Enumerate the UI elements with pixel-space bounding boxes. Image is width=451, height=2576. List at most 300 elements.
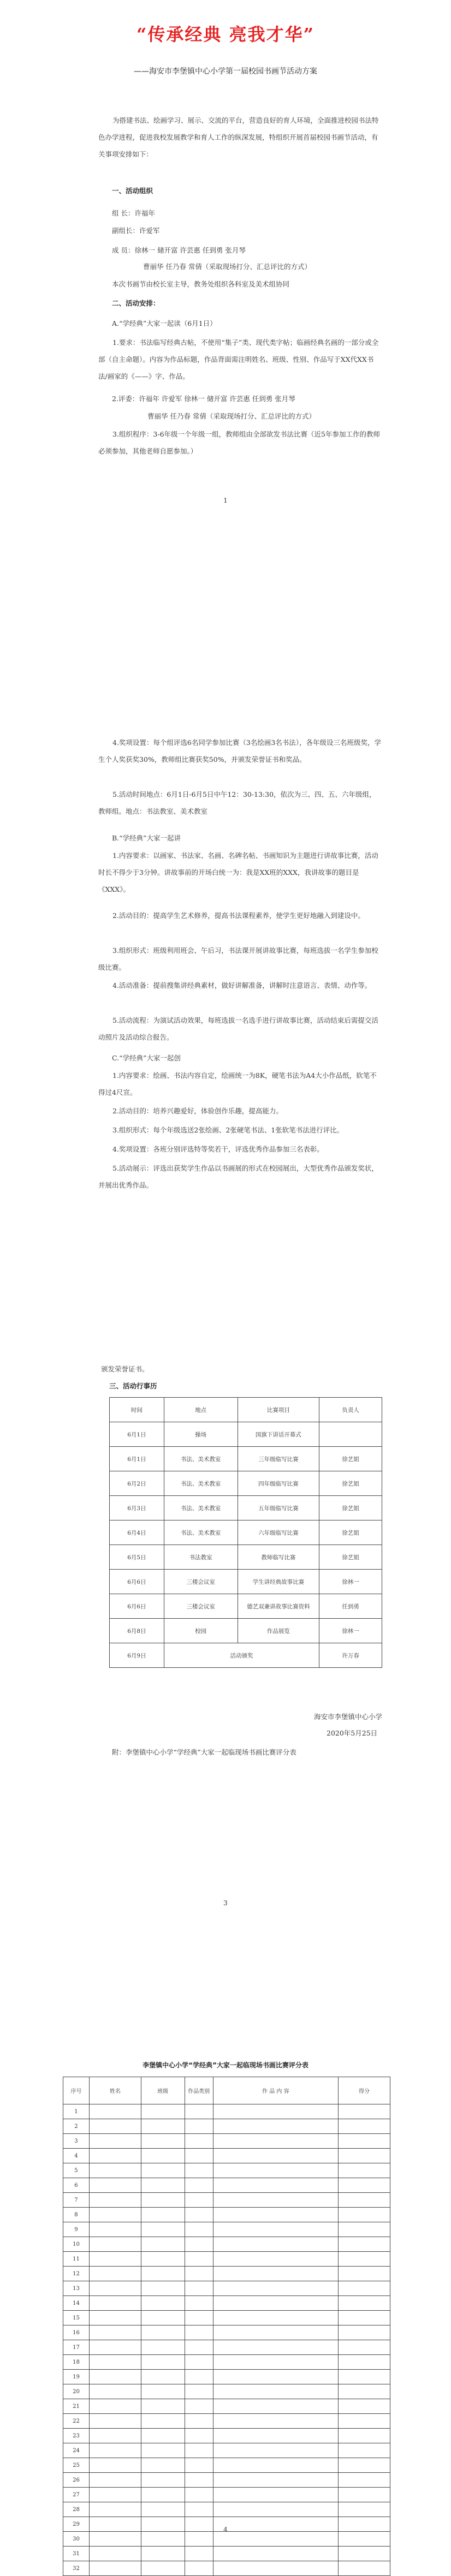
score-cell xyxy=(213,2252,339,2267)
score-row-number: 6 xyxy=(63,2178,90,2193)
score-cell xyxy=(141,2532,185,2547)
score-cell xyxy=(185,2325,213,2340)
score-cell xyxy=(185,2370,213,2384)
org-members-2: 曹丽华 任乃春 常倩（采取现场打分、汇总评比的方式） xyxy=(143,263,311,271)
score-cell xyxy=(141,2414,185,2429)
schedule-cell: 书法、美术教室 xyxy=(164,1520,238,1545)
part-a-heading: A.“学经典”大家一起读（6月1日） xyxy=(112,319,217,327)
score-cell xyxy=(141,2208,185,2222)
score-row-number: 11 xyxy=(63,2252,90,2267)
score-cell xyxy=(89,2340,141,2355)
score-cell xyxy=(339,2473,390,2488)
schedule-cell: 学生讲经典故事比赛 xyxy=(238,1570,319,1594)
score-cell xyxy=(213,2208,339,2222)
part-b-item-2: 2.活动目的：提高学生艺术修养，提高书法课程素养，使学生更好地融入到建设中。 xyxy=(112,911,365,920)
score-cell xyxy=(339,2119,390,2134)
table-row xyxy=(110,1619,382,1643)
score-cell xyxy=(213,2163,339,2178)
schedule-cell: 6月1日 xyxy=(110,1447,164,1471)
score-row-number: 16 xyxy=(63,2325,90,2340)
table-row xyxy=(63,2370,390,2384)
score-cell xyxy=(213,2296,339,2311)
table-row xyxy=(63,2443,390,2458)
score-cell xyxy=(185,2547,213,2561)
score-cell xyxy=(213,2502,339,2517)
part-b-heading: B.“学经典”大家一起讲 xyxy=(112,834,181,842)
table-row xyxy=(63,2237,390,2252)
score-cell xyxy=(141,2149,185,2163)
schedule-cell: 6月4日 xyxy=(110,1520,164,1545)
table-row xyxy=(110,1545,382,1570)
section-heading-arrangement: 二、活动安排： xyxy=(112,299,160,307)
schedule-header-cell: 比赛项目 xyxy=(238,1398,319,1422)
score-cell xyxy=(185,2296,213,2311)
score-row-number: 19 xyxy=(63,2370,90,2384)
signature-date: 2020年5月25日 xyxy=(327,1729,378,1737)
score-cell xyxy=(89,2414,141,2429)
schedule-cell: 书法、美术教室 xyxy=(164,1447,238,1471)
score-cell xyxy=(141,2561,185,2576)
score-cell xyxy=(339,2149,390,2163)
table-row xyxy=(63,2384,390,2399)
score-header-cell: 作品类别 xyxy=(185,2077,213,2104)
schedule-cell: 6月8日 xyxy=(110,1619,164,1643)
table-row xyxy=(63,2429,390,2443)
table-row xyxy=(63,2502,390,2517)
score-cell xyxy=(339,2429,390,2443)
schedule-cell: 6月9日 xyxy=(110,1643,164,1668)
score-cell xyxy=(339,2325,390,2340)
score-header-cell: 作 品 内 容 xyxy=(213,2077,339,2104)
org-vice: 副组长：许爱军 xyxy=(112,226,160,235)
score-cell xyxy=(89,2104,141,2119)
page-subtitle: ——海安市李堡镇中心小学第一届校园书画节活动方案 xyxy=(134,67,317,76)
score-cell xyxy=(213,2532,339,2547)
score-cell xyxy=(339,2252,390,2267)
score-cell xyxy=(141,2104,185,2119)
score-cell xyxy=(213,2458,339,2473)
schedule-cell: 六年级临写比赛 xyxy=(238,1520,319,1545)
score-cell xyxy=(339,2517,390,2532)
score-cell xyxy=(339,2134,390,2149)
score-cell xyxy=(185,2414,213,2429)
table-row xyxy=(110,1570,382,1594)
score-cell xyxy=(339,2384,390,2399)
score-row-number: 10 xyxy=(63,2237,90,2252)
score-cell xyxy=(185,2267,213,2281)
score-cell xyxy=(89,2134,141,2149)
score-row-number: 22 xyxy=(63,2414,90,2429)
table-row xyxy=(63,2561,390,2576)
schedule-cell: 四年级临写比赛 xyxy=(238,1471,319,1496)
score-cell xyxy=(185,2222,213,2237)
score-cell xyxy=(339,2414,390,2429)
score-cell xyxy=(89,2443,141,2458)
score-cell xyxy=(89,2252,141,2267)
schedule-header-cell: 时间 xyxy=(110,1398,164,1422)
score-row-number: 29 xyxy=(63,2517,90,2532)
schedule-header-row xyxy=(110,1398,382,1422)
score-cell xyxy=(339,2399,390,2414)
schedule-cell: 6月2日 xyxy=(110,1471,164,1496)
score-cell xyxy=(89,2355,141,2370)
score-row-number: 21 xyxy=(63,2399,90,2414)
score-cell xyxy=(141,2384,185,2399)
score-cell xyxy=(339,2208,390,2222)
score-row-number: 4 xyxy=(63,2149,90,2163)
part-b-item-5: 5.活动流程：为演试活动效果，每班选拔一名选手进行讲故事比赛，活动结束后需提交活动照片及活动综合报告。 xyxy=(98,1016,378,1041)
score-cell xyxy=(89,2488,141,2502)
schedule-cell: 三楼会议室 xyxy=(164,1594,238,1619)
table-row xyxy=(110,1422,382,1447)
page-title: “传承经典 亮我才华” xyxy=(137,24,314,45)
section-heading-schedule: 三、活动行事历 xyxy=(109,1382,157,1390)
schedule-cell: 徐艺姐 xyxy=(319,1496,382,1520)
table-row xyxy=(63,2281,390,2296)
score-cell xyxy=(141,2340,185,2355)
part-b-item-4: 4.活动准备：提前搜集讲经典素材，做好讲解准备，讲解时注意语言、表情、动作等。 xyxy=(112,981,372,989)
table-row xyxy=(110,1520,382,1545)
score-cell xyxy=(141,2502,185,2517)
score-cell xyxy=(339,2355,390,2370)
score-cell xyxy=(339,2340,390,2355)
score-cell xyxy=(185,2429,213,2443)
score-cell xyxy=(89,2370,141,2384)
score-header-cell: 姓名 xyxy=(89,2077,141,2104)
table-row xyxy=(63,2399,390,2414)
part-a-item-4: 4.奖项设置：每个组评选6名同学参加比赛（3名绘画3名书法），各年级设三名班级奖，学生个人奖获奖30%，教师组比赛获奖50%，并颁发荣誉证书和奖品。 xyxy=(98,738,382,764)
score-row-number: 7 xyxy=(63,2193,90,2208)
score-cell xyxy=(141,2370,185,2384)
schedule-cell: 操场 xyxy=(164,1422,238,1447)
table-row xyxy=(63,2208,390,2222)
score-cell xyxy=(89,2561,141,2576)
score-cell xyxy=(141,2134,185,2149)
table-row xyxy=(63,2355,390,2370)
score-cell xyxy=(185,2502,213,2517)
score-cell xyxy=(89,2473,141,2488)
schedule-cell: 五年级临写比赛 xyxy=(238,1496,319,1520)
score-cell xyxy=(141,2119,185,2134)
table-row xyxy=(63,2178,390,2193)
score-cell xyxy=(89,2267,141,2281)
score-cell xyxy=(141,2458,185,2473)
score-row-number: 18 xyxy=(63,2355,90,2370)
part-c-item-4: 4.奖项设置：各班分别评选特等奖若干，评选优秀作品参加三名表彰。 xyxy=(112,1145,324,1153)
table-row xyxy=(63,2163,390,2178)
intro-paragraph: 为搭建书法、绘画学习、展示、交流的平台，营造良好的育人环境，全面推进校园书法特色办学进程，促进我校发展教学和育人工作的纵深发展，特组织开展首届校园书画节活动，有关事项安排如下： xyxy=(98,116,379,158)
schedule-cell: 徐艺姐 xyxy=(319,1471,382,1496)
score-cell xyxy=(141,2547,185,2561)
score-cell xyxy=(213,2325,339,2340)
schedule-cell: 徐林一 xyxy=(319,1570,382,1594)
score-cell xyxy=(185,2193,213,2208)
part-b-item-1: 1.内容要求：以画家、书法家、名画、名碑名帖、书画知识为主题进行讲故事比赛，活动时长不得少于3分钟。讲故事前的开场白统一为：我是XX班的XXX，我讲故事的题目是《XXX》。 xyxy=(98,851,378,893)
table-row xyxy=(63,2252,390,2267)
score-row-number: 2 xyxy=(63,2119,90,2134)
score-row-number: 31 xyxy=(63,2547,90,2561)
score-cell xyxy=(185,2355,213,2370)
score-cell xyxy=(213,2561,339,2576)
score-cell xyxy=(339,2104,390,2119)
score-cell xyxy=(89,2178,141,2193)
table-row xyxy=(63,2488,390,2502)
score-cell xyxy=(185,2208,213,2222)
score-cell xyxy=(89,2399,141,2414)
score-cell xyxy=(339,2237,390,2252)
schedule-cell: 徐林一 xyxy=(319,1619,382,1643)
score-cell xyxy=(89,2532,141,2547)
score-cell xyxy=(89,2281,141,2296)
score-cell xyxy=(213,2311,339,2325)
score-cell xyxy=(141,2237,185,2252)
score-header-cell: 序号 xyxy=(63,2077,90,2104)
table-row xyxy=(63,2134,390,2149)
score-cell xyxy=(141,2193,185,2208)
score-cell xyxy=(339,2443,390,2458)
table-row xyxy=(63,2414,390,2429)
score-cell xyxy=(141,2325,185,2340)
score-cell xyxy=(213,2104,339,2119)
schedule-cell: 任到勇 xyxy=(319,1594,382,1619)
score-row-number: 24 xyxy=(63,2443,90,2458)
score-cell xyxy=(89,2296,141,2311)
table-row xyxy=(63,2222,390,2237)
score-cell xyxy=(185,2163,213,2178)
schedule-cell: 6月6日 xyxy=(110,1570,164,1594)
schedule-cell: 6月6日 xyxy=(110,1594,164,1619)
section-heading-organization: 一、活动组织 xyxy=(112,187,153,195)
score-cell xyxy=(89,2325,141,2340)
part-c-item-2: 2.活动目的：培养兴趣爱好，体验创作乐趣，提高能力。 xyxy=(112,1107,283,1115)
score-cell xyxy=(89,2502,141,2517)
score-cell xyxy=(185,2340,213,2355)
score-row-number: 5 xyxy=(63,2163,90,2178)
score-row-number: 9 xyxy=(63,2222,90,2237)
part-b-item-3: 3.组织形式：班级利用班会、午后习，书法课开展讲故事比赛，每班选拔一名学生参加校级比赛。 xyxy=(98,946,378,971)
score-cell xyxy=(213,2267,339,2281)
score-cell xyxy=(213,2178,339,2193)
score-cell xyxy=(213,2340,339,2355)
table-row xyxy=(63,2296,390,2311)
score-cell xyxy=(339,2281,390,2296)
score-cell xyxy=(213,2149,339,2163)
part-c-heading: C.“学经典”大家一起创 xyxy=(112,1054,181,1062)
score-cell xyxy=(89,2193,141,2208)
table-row xyxy=(63,2458,390,2473)
score-row-number: 15 xyxy=(63,2311,90,2325)
score-cell xyxy=(185,2443,213,2458)
score-cell xyxy=(141,2443,185,2458)
score-row-number: 12 xyxy=(63,2267,90,2281)
score-cell xyxy=(185,2311,213,2325)
score-cell xyxy=(339,2163,390,2178)
score-table-title: 李堡镇中心小学“学经典”大家一起临现场书画比赛评分表 xyxy=(143,2061,308,2069)
score-row-number: 17 xyxy=(63,2340,90,2355)
table-row xyxy=(63,2547,390,2561)
table-row xyxy=(63,2532,390,2547)
score-row-number: 20 xyxy=(63,2384,90,2399)
score-cell xyxy=(141,2252,185,2267)
schedule-cell: 书法、美术教室 xyxy=(164,1496,238,1520)
schedule-header-cell: 负责人 xyxy=(319,1398,382,1422)
score-row-number: 27 xyxy=(63,2488,90,2502)
schedule-cell: 作品展览 xyxy=(238,1619,319,1643)
schedule-cell: 徐艺姐 xyxy=(319,1545,382,1570)
part-a-item-2b: 曹丽华 任乃春 常倩（采取现场打分、汇总评比的方式） xyxy=(147,412,316,420)
score-cell xyxy=(185,2149,213,2163)
score-cell xyxy=(185,2104,213,2119)
table-row xyxy=(110,1643,382,1668)
score-row-number: 26 xyxy=(63,2473,90,2488)
score-header-cell: 班级 xyxy=(141,2077,185,2104)
page-number-3: 3 xyxy=(223,1899,228,1907)
score-cell xyxy=(339,2311,390,2325)
table-row xyxy=(63,2104,390,2119)
score-cell xyxy=(339,2370,390,2384)
table-row xyxy=(110,1471,382,1496)
score-cell xyxy=(89,2222,141,2237)
score-row-number: 28 xyxy=(63,2502,90,2517)
org-members: 成 员：徐林一 储开富 许芸惠 任到勇 张月琴 xyxy=(112,246,246,254)
score-cell xyxy=(339,2458,390,2473)
score-cell xyxy=(185,2119,213,2134)
score-cell xyxy=(185,2237,213,2252)
page-number-1: 1 xyxy=(223,497,228,504)
score-cell xyxy=(185,2458,213,2473)
score-cell xyxy=(213,2547,339,2561)
schedule-cell: 国旗下讲话开幕式 xyxy=(238,1422,319,1447)
score-cell xyxy=(141,2281,185,2296)
score-cell xyxy=(339,2267,390,2281)
score-cell xyxy=(89,2384,141,2399)
schedule-cell: 6月3日 xyxy=(110,1496,164,1520)
table-row xyxy=(63,2340,390,2355)
score-cell xyxy=(185,2532,213,2547)
score-cell xyxy=(185,2473,213,2488)
score-cell xyxy=(89,2208,141,2222)
score-cell xyxy=(141,2296,185,2311)
table-row xyxy=(110,1496,382,1520)
score-cell xyxy=(185,2281,213,2296)
score-cell xyxy=(185,2178,213,2193)
table-row xyxy=(63,2473,390,2488)
score-cell xyxy=(141,2178,185,2193)
score-cell xyxy=(89,2149,141,2163)
score-cell xyxy=(213,2370,339,2384)
schedule-cell xyxy=(319,1422,382,1447)
score-cell xyxy=(89,2517,141,2532)
schedule-header-cell: 地点 xyxy=(164,1398,238,1422)
score-cell xyxy=(339,2561,390,2576)
part-a-item-2: 2.评委：许福年 许爱军 徐林一 储开富 许芸惠 任到勇 张月琴 xyxy=(112,395,295,403)
schedule-cell: 徐艺姐 xyxy=(319,1520,382,1545)
score-cell xyxy=(213,2119,339,2134)
schedule-cell: 活动颁奖 xyxy=(164,1643,319,1668)
score-cell xyxy=(185,2384,213,2399)
schedule-cell: 教师临写比赛 xyxy=(238,1545,319,1570)
score-cell xyxy=(185,2517,213,2532)
score-row-number: 14 xyxy=(63,2296,90,2311)
score-cell xyxy=(89,2237,141,2252)
score-cell xyxy=(141,2488,185,2502)
part-c-item-5: 5.活动展示：评选出获奖学生作品以书画展的形式在校园展出，大型优秀作品颁发奖状，并展出优秀作品。 xyxy=(98,1164,378,1189)
schedule-cell: 徐艺姐 xyxy=(319,1447,382,1471)
score-cell xyxy=(213,2134,339,2149)
table-row xyxy=(63,2193,390,2208)
score-table xyxy=(63,2077,390,2576)
score-cell xyxy=(213,2399,339,2414)
table-row xyxy=(63,2149,390,2163)
score-header-row xyxy=(63,2077,390,2104)
score-cell xyxy=(89,2547,141,2561)
score-cell xyxy=(141,2267,185,2281)
score-cell xyxy=(89,2458,141,2473)
part-a-item-1: 1.要求：书法临写经典古帖，不使用“集子”类、现代类字帖；临画经典名画的一部分或全部（自主命题）。内容为作品标题，作品背面需注明姓名、班级、性别、作品写于XX代XX书法/画家的《——》字、作品。 xyxy=(98,338,379,380)
score-cell xyxy=(339,2222,390,2237)
table-row xyxy=(63,2311,390,2325)
score-cell xyxy=(339,2178,390,2193)
schedule-cell: 书法、美术教室 xyxy=(164,1471,238,1496)
score-cell xyxy=(89,2163,141,2178)
score-cell xyxy=(185,2488,213,2502)
score-row-number: 3 xyxy=(63,2134,90,2149)
score-cell xyxy=(213,2355,339,2370)
score-row-number: 8 xyxy=(63,2208,90,2222)
page-number-4: 4 xyxy=(223,2526,228,2533)
score-cell xyxy=(213,2429,339,2443)
part-c-item-1: 1.内容要求：绘画、书法内容自定，绘画统一为8K，硬笔书法为A4大小作品纸，软笔不得过4尺宣。 xyxy=(98,1071,377,1096)
score-cell xyxy=(89,2311,141,2325)
score-cell xyxy=(213,2443,339,2458)
part-a-item-3: 3.组织程序：3-6年级一个年级一组，教师组由全部欲发书法比赛（近5年参加工作的教师必须参加，其他老师自愿参加。） xyxy=(98,430,381,455)
score-cell xyxy=(141,2355,185,2370)
schedule-cell: 校园 xyxy=(164,1619,238,1643)
score-cell xyxy=(141,2222,185,2237)
part-c-item-3: 3.组织形式：每个年级选送2张绘画、2张硬笔书法、1张软笔书法进行评比。 xyxy=(112,1126,344,1134)
score-cell xyxy=(185,2399,213,2414)
score-row-number: 32 xyxy=(63,2561,90,2576)
score-cell xyxy=(339,2502,390,2517)
part-c-item-5b: 颁发荣誉证书。 xyxy=(101,1365,149,1373)
score-row-number: 25 xyxy=(63,2458,90,2473)
schedule-cell: 三年级临写比赛 xyxy=(238,1447,319,1471)
schedule-cell: 三楼会议室 xyxy=(164,1570,238,1594)
score-cell xyxy=(185,2134,213,2149)
score-cell xyxy=(213,2384,339,2399)
score-cell xyxy=(141,2517,185,2532)
part-a-item-5: 5.活动时间地点：6月1日-6月5日中午12：30-13:30，依次为三、四、五、六年级组，教师组。地点：书法教室、美术教室 xyxy=(98,790,376,815)
score-header-cell: 得分 xyxy=(339,2077,390,2104)
table-row xyxy=(63,2267,390,2281)
score-cell xyxy=(89,2429,141,2443)
score-cell xyxy=(141,2163,185,2178)
score-cell xyxy=(213,2222,339,2237)
score-row-number: 30 xyxy=(63,2532,90,2547)
score-cell xyxy=(213,2193,339,2208)
score-row-number: 23 xyxy=(63,2429,90,2443)
score-cell xyxy=(141,2399,185,2414)
score-cell xyxy=(339,2193,390,2208)
score-cell xyxy=(141,2311,185,2325)
schedule-cell: 书法教室 xyxy=(164,1545,238,1570)
score-cell xyxy=(213,2237,339,2252)
score-cell xyxy=(213,2281,339,2296)
score-cell xyxy=(213,2488,339,2502)
schedule-table xyxy=(109,1397,382,1668)
attachment-note: 附：李堡镇中心小学“学经典”大家一起临现场书画比赛评分表 xyxy=(112,1748,296,1756)
schedule-cell: 6月5日 xyxy=(110,1545,164,1570)
